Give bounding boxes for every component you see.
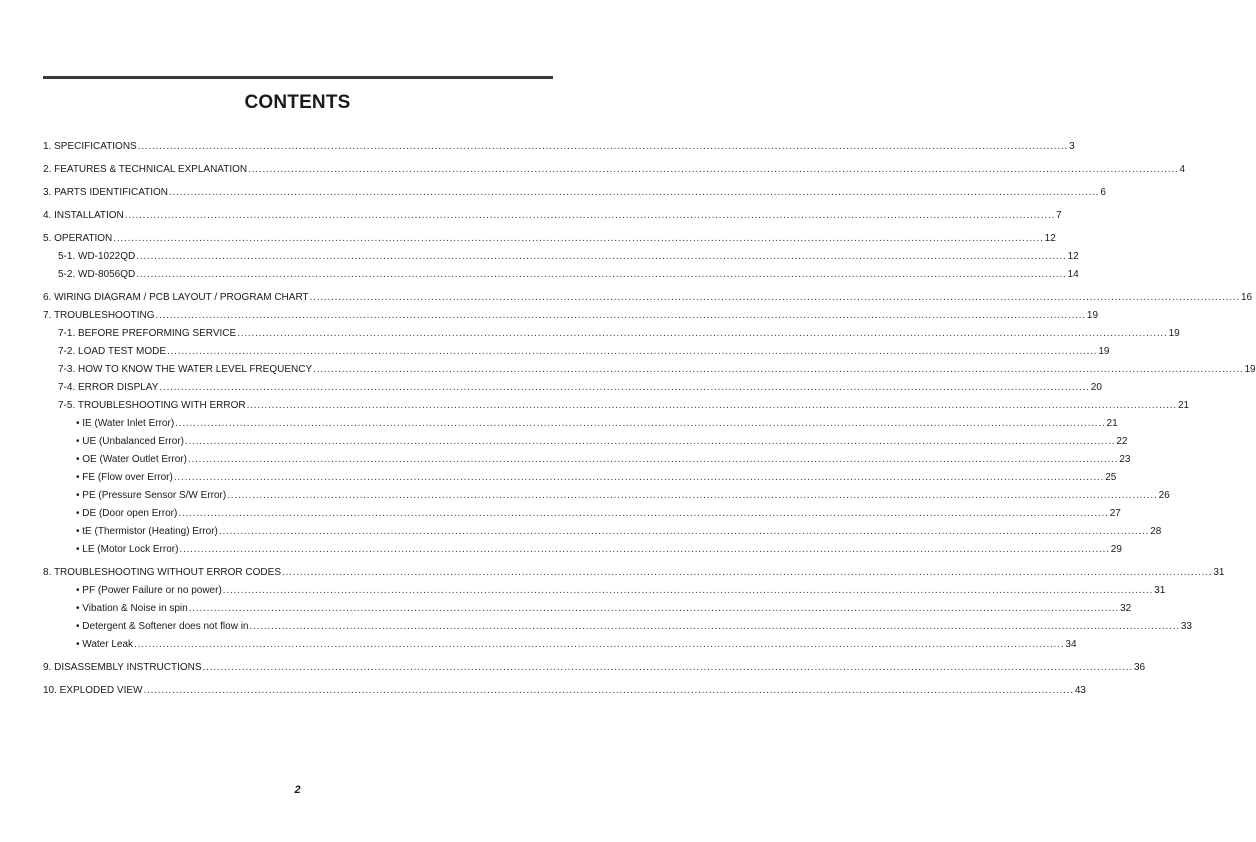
dot-leader: .................................................................................................................................................................................................................................................................... (187, 454, 1119, 465)
toc-entry-page: 14 (1067, 269, 1079, 280)
dot-leader: .................................................................................................................................................................................................................................................................... (155, 310, 1086, 321)
toc-entry-label: 5-1. WD-1022QD (58, 251, 136, 262)
toc-entry[interactable] (76, 508, 1121, 520)
toc-entry-page: 32 (1120, 603, 1132, 614)
toc-entry-page: 31 (1213, 567, 1225, 578)
toc-entry-label: • Water Leak (76, 639, 134, 650)
toc-entry[interactable] (58, 269, 1079, 281)
toc-entry[interactable] (58, 364, 1256, 376)
toc-entry-label: • IE (Water Inlet Error) (76, 418, 175, 429)
toc-entry-page: 27 (1109, 508, 1121, 519)
toc-entry[interactable] (76, 418, 1118, 430)
dot-leader: .................................................................................................................................................................................................................................................................... (169, 187, 1100, 198)
dot-leader: .................................................................................................................................................................................................................................................................... (249, 621, 1180, 632)
dot-leader: .................................................................................................................................................................................................................................................................... (179, 544, 1110, 555)
toc-entry-label: 7-1. BEFORE PREFORMING SERVICE (58, 328, 237, 339)
toc-entry[interactable] (76, 585, 1166, 597)
toc-entry-label: 2. FEATURES & TECHNICAL EXPLANATION (43, 164, 248, 175)
dot-leader: .................................................................................................................................................................................................................................................................... (248, 164, 1179, 175)
toc-entry-page: 19 (1244, 364, 1256, 375)
toc-entry-page: 29 (1110, 544, 1122, 555)
toc-entry[interactable] (43, 662, 1146, 674)
toc-entry[interactable] (43, 187, 1106, 199)
toc-entry-page: 26 (1158, 490, 1170, 501)
toc-entry[interactable] (58, 251, 1079, 263)
dot-leader: .................................................................................................................................................................................................................................................................... (134, 639, 1065, 650)
dot-leader: .................................................................................................................................................................................................................................................................... (218, 526, 1150, 537)
toc-entry-label: • LE (Motor Lock Error) (76, 544, 179, 555)
toc-entry-label: 9. DISASSEMBLY INSTRUCTIONS (43, 662, 202, 673)
toc-entry-label: 8. TROUBLESHOOTING WITHOUT ERROR CODES (43, 567, 281, 578)
toc-entry-page: 22 (1116, 436, 1128, 447)
dot-leader: .................................................................................................................................................................................................................................................................... (282, 567, 1213, 578)
toc-entry-label: • UE (Unbalanced Error) (76, 436, 184, 447)
toc-entry[interactable] (58, 346, 1110, 358)
toc-entry[interactable] (58, 382, 1102, 394)
toc-entry-page: 6 (1100, 187, 1106, 198)
toc-entry[interactable] (43, 567, 1225, 579)
toc-entry-page: 21 (1178, 400, 1190, 411)
dot-leader: .................................................................................................................................................................................................................................................................... (175, 418, 1106, 429)
toc-entry-page: 28 (1150, 526, 1162, 537)
toc-entry[interactable] (43, 141, 1075, 153)
toc-entry-label: 7-2. LOAD TEST MODE (58, 346, 166, 357)
toc-entry-label: 7-5. TROUBLESHOOTING WITH ERROR (58, 400, 246, 411)
dot-leader: .................................................................................................................................................................................................................................................................... (227, 490, 1158, 501)
toc-entry-label: 1. SPECIFICATIONS (43, 141, 137, 152)
toc-entry-page: 25 (1105, 472, 1117, 483)
toc-entry[interactable] (43, 685, 1086, 697)
toc-entry-label: • DE (Door open Error) (76, 508, 178, 519)
toc-entry[interactable] (43, 292, 1253, 304)
dot-leader: .................................................................................................................................................................................................................................................................... (309, 292, 1240, 303)
toc-entry-label: 4. INSTALLATION (43, 210, 124, 221)
toc-entry-page: 12 (1067, 251, 1079, 262)
toc-entry-label: • Detergent & Softener does not flow in (76, 621, 249, 632)
toc-entry-label: • FE (Flow over Error) (76, 472, 173, 483)
toc-entry-label: • tE (Thermistor (Heating) Error) (76, 526, 218, 537)
toc-entry[interactable] (76, 436, 1128, 448)
dot-leader: .................................................................................................................................................................................................................................................................... (159, 382, 1090, 393)
page-number: 2 (294, 784, 301, 796)
toc-entry-label: • Vibation & Noise in spin (76, 603, 188, 614)
toc-entry[interactable] (58, 400, 1190, 412)
toc-entry-page: 7 (1056, 210, 1062, 221)
page-title: CONTENTS (244, 92, 351, 113)
dot-leader: .................................................................................................................................................................................................................................................................... (113, 233, 1044, 244)
toc-entry-page: 12 (1044, 233, 1056, 244)
toc-entry[interactable] (43, 233, 1056, 245)
dot-leader: .................................................................................................................................................................................................................................................................... (124, 210, 1056, 221)
dot-leader: .................................................................................................................................................................................................................................................................... (137, 141, 1069, 152)
toc-entry-label: 6. WIRING DIAGRAM / PCB LAYOUT / PROGRAM CHART (43, 292, 309, 303)
dot-leader: .................................................................................................................................................................................................................................................................... (178, 508, 1109, 519)
toc-entry[interactable] (43, 310, 1099, 322)
toc-entry-page: 34 (1065, 639, 1077, 650)
toc-entry-page: 4 (1179, 164, 1186, 175)
dot-leader: .................................................................................................................................................................................................................................................................... (222, 585, 1154, 596)
toc-entry-label: • PE (Pressure Sensor S/W Error) (76, 490, 227, 501)
toc-entry-label: 3. PARTS IDENTIFICATION (43, 187, 169, 198)
dot-leader: .................................................................................................................................................................................................................................................................... (237, 328, 1168, 339)
toc-entry[interactable] (76, 490, 1170, 502)
toc-entry-page: 33 (1180, 621, 1192, 632)
dot-leader: .................................................................................................................................................................................................................................................................... (136, 269, 1067, 280)
toc-entry[interactable] (58, 328, 1180, 340)
dot-leader: .................................................................................................................................................................................................................................................................... (173, 472, 1105, 483)
dot-leader: .................................................................................................................................................................................................................................................................... (313, 364, 1244, 375)
toc-entry-page: 19 (1086, 310, 1099, 321)
toc-entry-page: 19 (1098, 346, 1110, 357)
dot-leader: .................................................................................................................................................................................................................................................................... (143, 685, 1074, 696)
toc-entry[interactable] (76, 621, 1192, 633)
dot-leader: .................................................................................................................................................................................................................................................................... (184, 436, 1116, 447)
toc-entry-page: 31 (1154, 585, 1166, 596)
toc-entry-page: 16 (1240, 292, 1253, 303)
toc-entry[interactable] (76, 603, 1132, 615)
toc-entry-page: 23 (1119, 454, 1131, 465)
dot-leader: .................................................................................................................................................................................................................................................................... (246, 400, 1177, 411)
toc-entry-page: 20 (1090, 382, 1102, 393)
dot-leader: .................................................................................................................................................................................................................................................................... (202, 662, 1133, 673)
dot-leader: .................................................................................................................................................................................................................................................................... (188, 603, 1120, 614)
dot-leader: .................................................................................................................................................................................................................................................................... (136, 251, 1067, 262)
toc-entry-page: 3 (1069, 141, 1075, 152)
toc-entry-page: 36 (1133, 662, 1146, 673)
toc-entry[interactable] (76, 639, 1077, 651)
toc-entry-label: • PF (Power Failure or no power) (76, 585, 222, 596)
toc-entry-page: 43 (1074, 685, 1086, 696)
toc-entry-page: 21 (1106, 418, 1118, 429)
toc-entry[interactable] (43, 210, 1062, 222)
toc-entry-label: • OE (Water Outlet Error) (76, 454, 187, 465)
toc-entry[interactable] (76, 526, 1162, 538)
toc-entry-label: 7. TROUBLESHOOTING (43, 310, 155, 321)
toc-entry-label: 7-4. ERROR DISPLAY (58, 382, 159, 393)
toc-entry-label: 7-3. HOW TO KNOW THE WATER LEVEL FREQUENCY (58, 364, 313, 375)
toc-entry-page: 19 (1168, 328, 1180, 339)
dot-leader: .................................................................................................................................................................................................................................................................... (167, 346, 1098, 357)
toc-entry[interactable] (43, 164, 1186, 176)
toc-entry-label: 5-2. WD-8056QD (58, 269, 136, 280)
toc-entry-label: 5. OPERATION (43, 233, 113, 244)
toc-entry[interactable] (76, 454, 1131, 466)
toc-entry[interactable] (76, 544, 1122, 556)
toc-entry-label: 10. EXPLODED VIEW (43, 685, 143, 696)
toc-entry[interactable] (76, 472, 1117, 484)
